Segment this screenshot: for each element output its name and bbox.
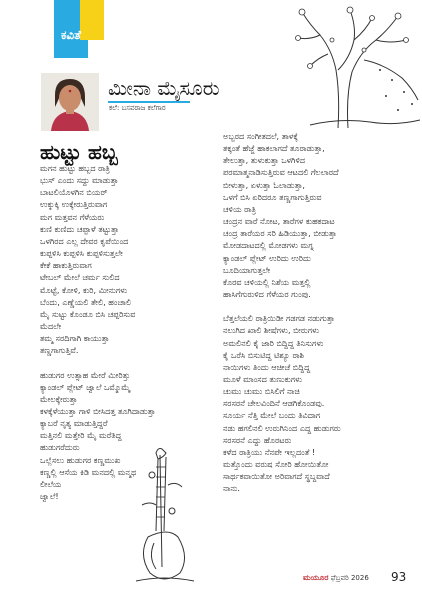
poem-line: ಜ್ವಾಲೆ!: [40, 491, 59, 502]
poem-line: ಭುಸ್ ಎಂದು ಸದ್ದು ಮಾಡುತ್ತಾ: [40, 175, 119, 186]
poem-line: ತಕ್ಕಂತೆ ಹೆಜ್ಜೆ ಹಾಕಲಾಗದೆ ತೂರಾಡುತ್ತಾ,: [223, 143, 325, 154]
author-photo: [41, 73, 99, 131]
stanza: [223, 312, 341, 494]
poem-line: ಚುಮು ಚುಮು ಬಿಸಿಲಿಗೆ ನಾಚಿ: [223, 386, 300, 397]
poem-line: ನಲುಗಿದ ಖಾಲಿ ಶೀಷೆಗಳು, ಬೀರುಗಳು: [223, 325, 320, 336]
poem-line: ಹುಡುಗರ ಉತ್ಸಾಹ ಮೇರೆ ಮೀರಿತ್ತು: [40, 369, 131, 380]
poem-line: ಸರಸರನೆ ಚೇಲವಿಂದಿನೆ ಆಡಗಿಕೊಂಡವು.: [223, 398, 325, 409]
tree-illustration: [280, 0, 422, 130]
author-name: ಮೀನಾ ಮೈಸೂರು: [108, 76, 220, 100]
poem-line: ಕಳಕ್ಕೆಳೆಯುತ್ತಾ ಗಾಳಿ ಬೀಸಿದತ್ತ ತೂಗಿದಾಡುತ್ತಾ: [40, 405, 156, 416]
poem-line: ಅಬ್ಬರದ ಸಂಗೀತದಲೆ, ತಾಳಕ್ಕೆ: [223, 131, 298, 141]
page-number: 93: [391, 570, 407, 584]
poem-line: ಸೂರ್ಯ ನೆತ್ತಿ ಮೇಲೆ ಬಂದು ತಿವಿದಾಗ: [223, 410, 321, 421]
poem-line: ಮೋಡದಾಟದಲ್ಲಿ ಮೋಡಗಳು ಮಗ್ನ: [223, 240, 314, 251]
poem-line: ನಾನು.: [223, 483, 241, 494]
author-name-underline: [108, 101, 190, 103]
illustrator-credit: ಕಲೆ: ಬಸವರಾಜ ಕಲೆಗಾರ: [109, 104, 166, 112]
poem-line: ಕ್ಯಾಂಡಲ್ ಪ್ಲೇಟ್ ಉರಿದು ಉರಿದು: [223, 252, 311, 263]
magazine-brand: ಮಯೂರ: [303, 573, 329, 582]
poem-line: ಕಣ್ಣಲ್ಲಿ ಆಸೆಯ ಕಿಡಿ ಮನದಲ್ಲಿ ಮನ್ಮಥ: [40, 466, 137, 477]
poem-line: ಮೊಟ್ಟೆ, ಕೋಳಿ, ಕುರಿ, ಮೀನುಗಳು: [40, 284, 128, 295]
stanza: [40, 162, 155, 357]
page-footer: [303, 573, 369, 583]
poem-line: ಒಲ್ಲೆಸಲು ಹುಡುಗರ ಕಣ್ಣಮುಖ: [40, 454, 121, 465]
poem-line: ಕುಪ್ಪಳಿಸಿ ಕುಪ್ಪಳಿಸಿ ಕುಪ್ಪಳಿಸುತ್ತಲೇ: [40, 248, 123, 259]
poem-line: ಒಳಗೆ ಬಿಸಿ ಏರಿದರೂ ತಣ್ಣಗಾಗುತ್ತಿರುವ: [223, 191, 322, 202]
poem-line: ನಾಯಿಗಳು ತಿಂದು ಆಚೀಚೆ ಬಿದ್ದಿದ್ದ: [223, 361, 311, 372]
poem-line: ನಡು ಹಗಲಿನಲಿ ಉರುಗಿನಿಂದ ಎದ್ದ ಹುಡುಗರು: [223, 422, 341, 433]
poem-line: ಹುಡುಗರೆದುರು: [40, 442, 80, 453]
poem-line: ಮತ್ತಿನಲಿ ಮತ್ತೇರಿ ಮೈ ಮರೆತಿದ್ದ: [40, 430, 122, 441]
poem-line: ಅಮಲಿನಲಿ ಕೈ ಜಾರಿ ಬಿದ್ದಿದ್ದ ತಿನಿಸುಗಳು: [223, 337, 324, 348]
poem-line: ಚಂದ್ರ ತಾರೆಯರ ಸರಿ ಹಿಡಿಯುತ್ತಾ, ಬೀಡುತ್ತಾ: [223, 228, 337, 239]
poem-line: ಸರಸರನೆ ಎದ್ದು ಹೊರಟರು: [223, 434, 292, 445]
poem-right-column: [223, 130, 341, 495]
poem-line: ಮಗನ ಹುಟ್ಟು ಹಬ್ಬದ ರಾತ್ರಿ: [40, 163, 110, 173]
section-label: ಕವಿತೆ: [61, 28, 81, 42]
poem-line: ಕ್ಯಾಂಡಲ್ ಪ್ಲೇಟ್ ಜ್ವಾಲೆ ಒಮ್ಮೊಮ್ಮೆ: [40, 381, 131, 392]
poem-line: ಕುಣಿ ಕುಣಿದು ಚಪ್ಪಾಳೆ ತಟ್ಟುತ್ತಾ: [40, 223, 119, 234]
section-tag: [54, 0, 104, 58]
poem-line: ಚಳಿಯ ರಾತ್ರಿ: [223, 203, 256, 214]
issue-date: ಫೆಬ್ರವರಿ 2026: [330, 574, 369, 582]
poem-line: ಒಳಗಿರದ ಎಲ್ಲ ದೇವರ ಕೃಪೆಯಿಂದ: [40, 235, 129, 246]
poem-line: ತಮ್ಮ ಸರದಿಗಾಗಿ ಕಾಯುತ್ತಾ: [40, 333, 110, 344]
poem-line: ಕಳೆದ ರಾತ್ರಿಯು ನೆನಪೇ ಇಲ್ಲದಂತೆ !: [223, 446, 316, 457]
poem-line: ಬೆಂದು, ಎಣ್ಣೆಯಲಿ ತೇಲಿ, ಹಂಚಾಲಿ: [40, 296, 131, 307]
poem-line: ಚಂದ್ರನ ವಾರೆ ನೋಟ, ತಾರೆಗಳ ಕುಹಕದಾಟ: [223, 216, 335, 227]
poem-line: ಮೂಳೆ ಮಾಂಸದ ತುಣುಕುಗಳು: [223, 373, 303, 384]
poem-line: ಕೇಕೆ ಹಾಕುತ್ತಿರುವಾಗ: [40, 260, 92, 271]
poem-line: ಕೊರವ ಚಳಿಯಲ್ಲಿ ನಿಶೆಯ ಮತ್ತಲ್ಲಿ: [223, 276, 311, 287]
poem-line: ಮೇಲಕ್ಕೇರುತ್ತಾ: [40, 393, 78, 404]
poem-line: ಮೈ ಸುಟ್ಟು ಕೊಂಡೂ ಬಿಸಿ ಚಪ್ಪರಿಸುವ: [40, 308, 136, 319]
poem-line: ಕ್ಯಾಬರೆ ನೃತ್ಯ ಮಾಡುತ್ತಿದ್ದರೆ: [40, 418, 108, 429]
poem-line: ಬೀಳುತ್ತಾ, ಏಳುತ್ತಾ ಓಲಾಡುತ್ತಾ,: [223, 179, 305, 190]
poem-line: ಪರಮಾತ್ಮನಾಡಿಸುತ್ತಿರುವ ಆಟದಲಿ ಗೆಲಲಾರದೆ: [223, 167, 339, 178]
poem-line: ತೇಲುತ್ತಾ, ತುಳುಕುತ್ತಾ ಒಳಗಿಳಿದ: [223, 155, 306, 166]
sitar-illustration: [128, 445, 200, 585]
poem-line: ಟೇಬಲ್ ಮೇಲೆ ಚರ್ಮ ಸುಲಿದ: [40, 272, 120, 283]
poem-line: ಬಾಟಲಿಯೊಳಗಿನ ಬಿಯರ್: [40, 187, 108, 198]
poem-line: ಉಕ್ಕುಕ್ಕಿ ಉಕ್ಕೇರುತ್ತಿರುವಾಗ: [40, 199, 108, 210]
poem-line: ಹಾಸಿಗೆಗುರುಳಿದ ಗೆಳೆಯರ ಗುಂಪು.: [223, 289, 311, 300]
poem-line: ತಣ್ಣಗಾಗುತ್ತಿವೆ.: [40, 345, 79, 356]
poem-line: ಲೀಲೆಯ: [40, 478, 62, 489]
poem-line: ಮತ್ತೊಂದು ವರುಷ ಸೋರಿ ಹೋಯಿತೋ: [223, 459, 329, 470]
poem-line: ಸಾರ್ಥಕವಾಯಿತೋ ಅರಿವಾಗದೆ ಸ್ಥಬ್ದವಾದೆ: [223, 471, 330, 482]
poem-line: ಬೆತ್ತಲೆಯಲಿ ರಾತ್ರಿಯಿಡೀ ಗಡಗಡ ನಡುಗುತ್ತಾ: [223, 313, 335, 324]
poem-line: ಬೂದಿಯಾಗುತ್ತಲೇ: [223, 264, 271, 275]
poem-line: ಕೈ ಒರೆಸಿ ಬಿಸುಟಿದ್ದ ಟಿಶ್ಯೂ ರಾಶಿ: [223, 349, 305, 360]
stanza: [223, 130, 341, 300]
poem-title: ಹುಟ್ಟು ಹಬ್ಬ: [40, 140, 118, 164]
poem-line: ಮೆದಲೇ: [40, 321, 62, 332]
poem-line: ಮಗ ಮತ್ತವನ ಗೆಳೆಯರು: [40, 211, 105, 222]
